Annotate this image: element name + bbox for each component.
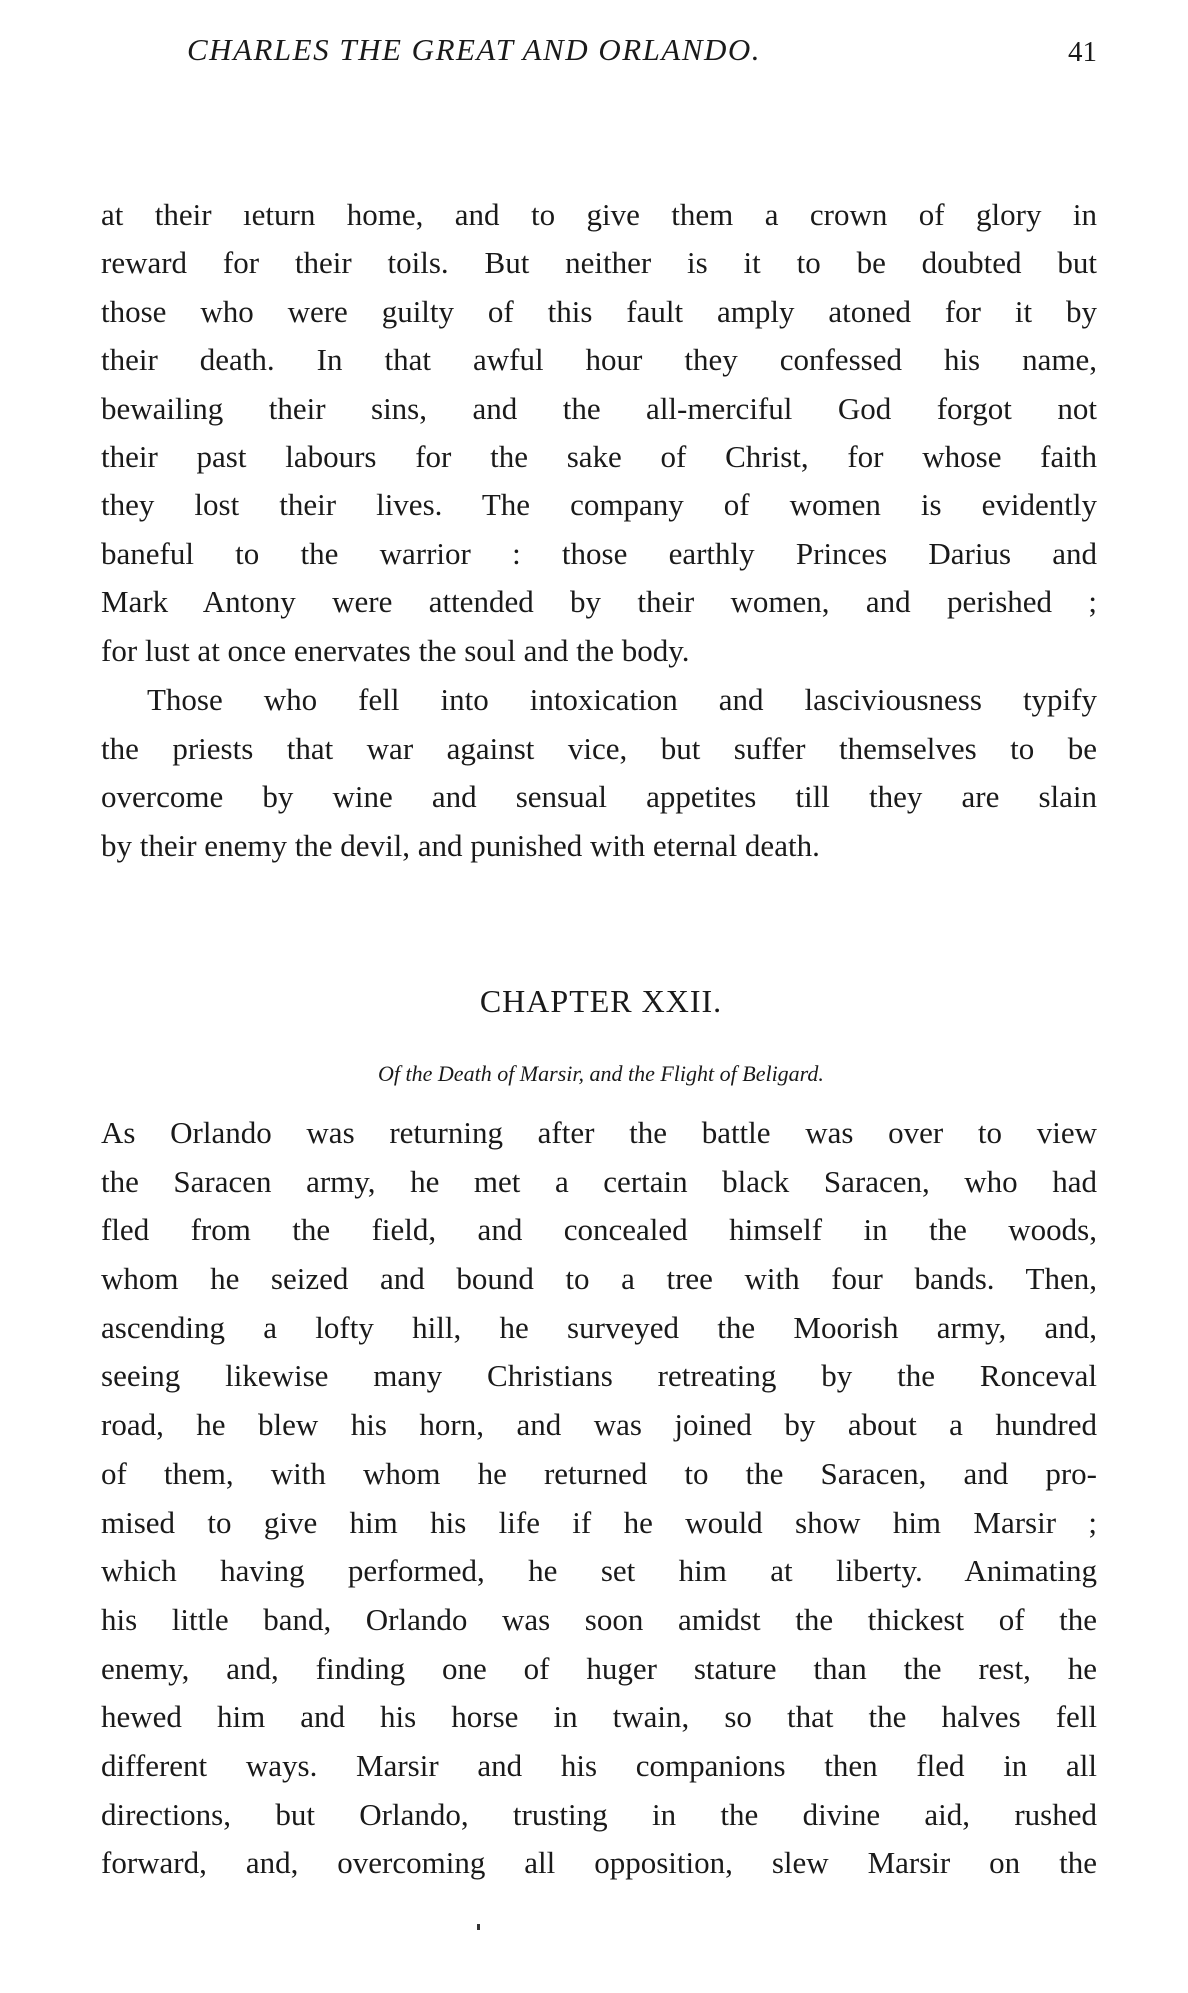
paragraph-2 [101,676,1097,870]
text-line: directions, but Orlando, trusting in the divine aid, rushed [101,1796,1097,1832]
text-line: at their ıeturn home, and to give them a crown of glory in [101,197,1097,232]
chapter-title: CHAPTER XXII. [479,983,723,1019]
text-line: the priests that war against vice, but suffer themselves to be [101,730,1097,766]
text-line: of them, with whom he returned to the Saracen, and pro- [101,1455,1097,1491]
text-line: Mark Antony were attended by their women, and perished ; [101,584,1097,620]
text-line: by their enemy the devil, and punished with eternal death. [101,827,820,863]
text-line: which having performed, he set him at liberty. Animating [101,1553,1097,1589]
printer-mark [477,1924,480,1930]
text-line: overcome by wine and sensual appetites till they are slain [101,779,1097,815]
text-line: whom he seized and bound to a tree with four bands. Then, [101,1261,1097,1297]
text-line: those who were guilty of this fault amply atoned for it by [101,293,1097,329]
text-line: different ways. Marsir and his companions then fled in all [101,1747,1097,1783]
text-line: road, he blew his horn, and was joined by about a hundred [101,1407,1097,1443]
paragraph-1 [101,191,1097,675]
paragraph-3 [101,1109,1097,1888]
text-line: the Saracen army, he met a certain black Saracen, who had [101,1163,1097,1199]
text-line: their death. In that awful hour they confessed his name, [101,342,1097,378]
text-line: fled from the field, and concealed himself in the woods, [101,1212,1097,1248]
text-line: Those who fell into intoxication and lasciviousness typify [147,682,1097,717]
page-number: 41 [1068,36,1097,68]
text-line: forward, and, overcoming all opposition, slew Marsir on the [101,1845,1097,1881]
running-title: CHARLES THE GREAT AND ORLANDO. [187,32,762,67]
text-line: bewailing their sins, and the all-merciful God forgot not [101,390,1097,426]
text-line: their past labours for the sake of Christ, for whose faith [101,438,1097,474]
text-line: seeing likewise many Christians retreating by the Ronceval [101,1358,1097,1394]
text-line: reward for their toils. But neither is it to be doubted but [101,245,1097,281]
chapter-subtitle: Of the Death of Marsir, and the Flight of Beligard. [378,1061,824,1086]
text-line: they lost their lives. The company of women is evidently [101,487,1097,523]
text-line: hewed him and his horse in twain, so that the halves fell [101,1699,1097,1735]
text-line: baneful to the warrior : those earthly Princes Darius and [101,535,1097,571]
text-line: As Orlando was returning after the battle was over to view [101,1115,1097,1150]
text-line: ascending a lofty hill, he surveyed the Moorish army, and, [101,1309,1097,1345]
text-line: enemy, and, finding one of huger stature than the rest, he [101,1650,1097,1686]
text-line: mised to give him his life if he would show him Marsir ; [101,1504,1097,1540]
text-line: his little band, Orlando was soon amidst the thickest of the [101,1601,1097,1637]
text-line: for lust at once enervates the soul and the body. [101,632,690,668]
